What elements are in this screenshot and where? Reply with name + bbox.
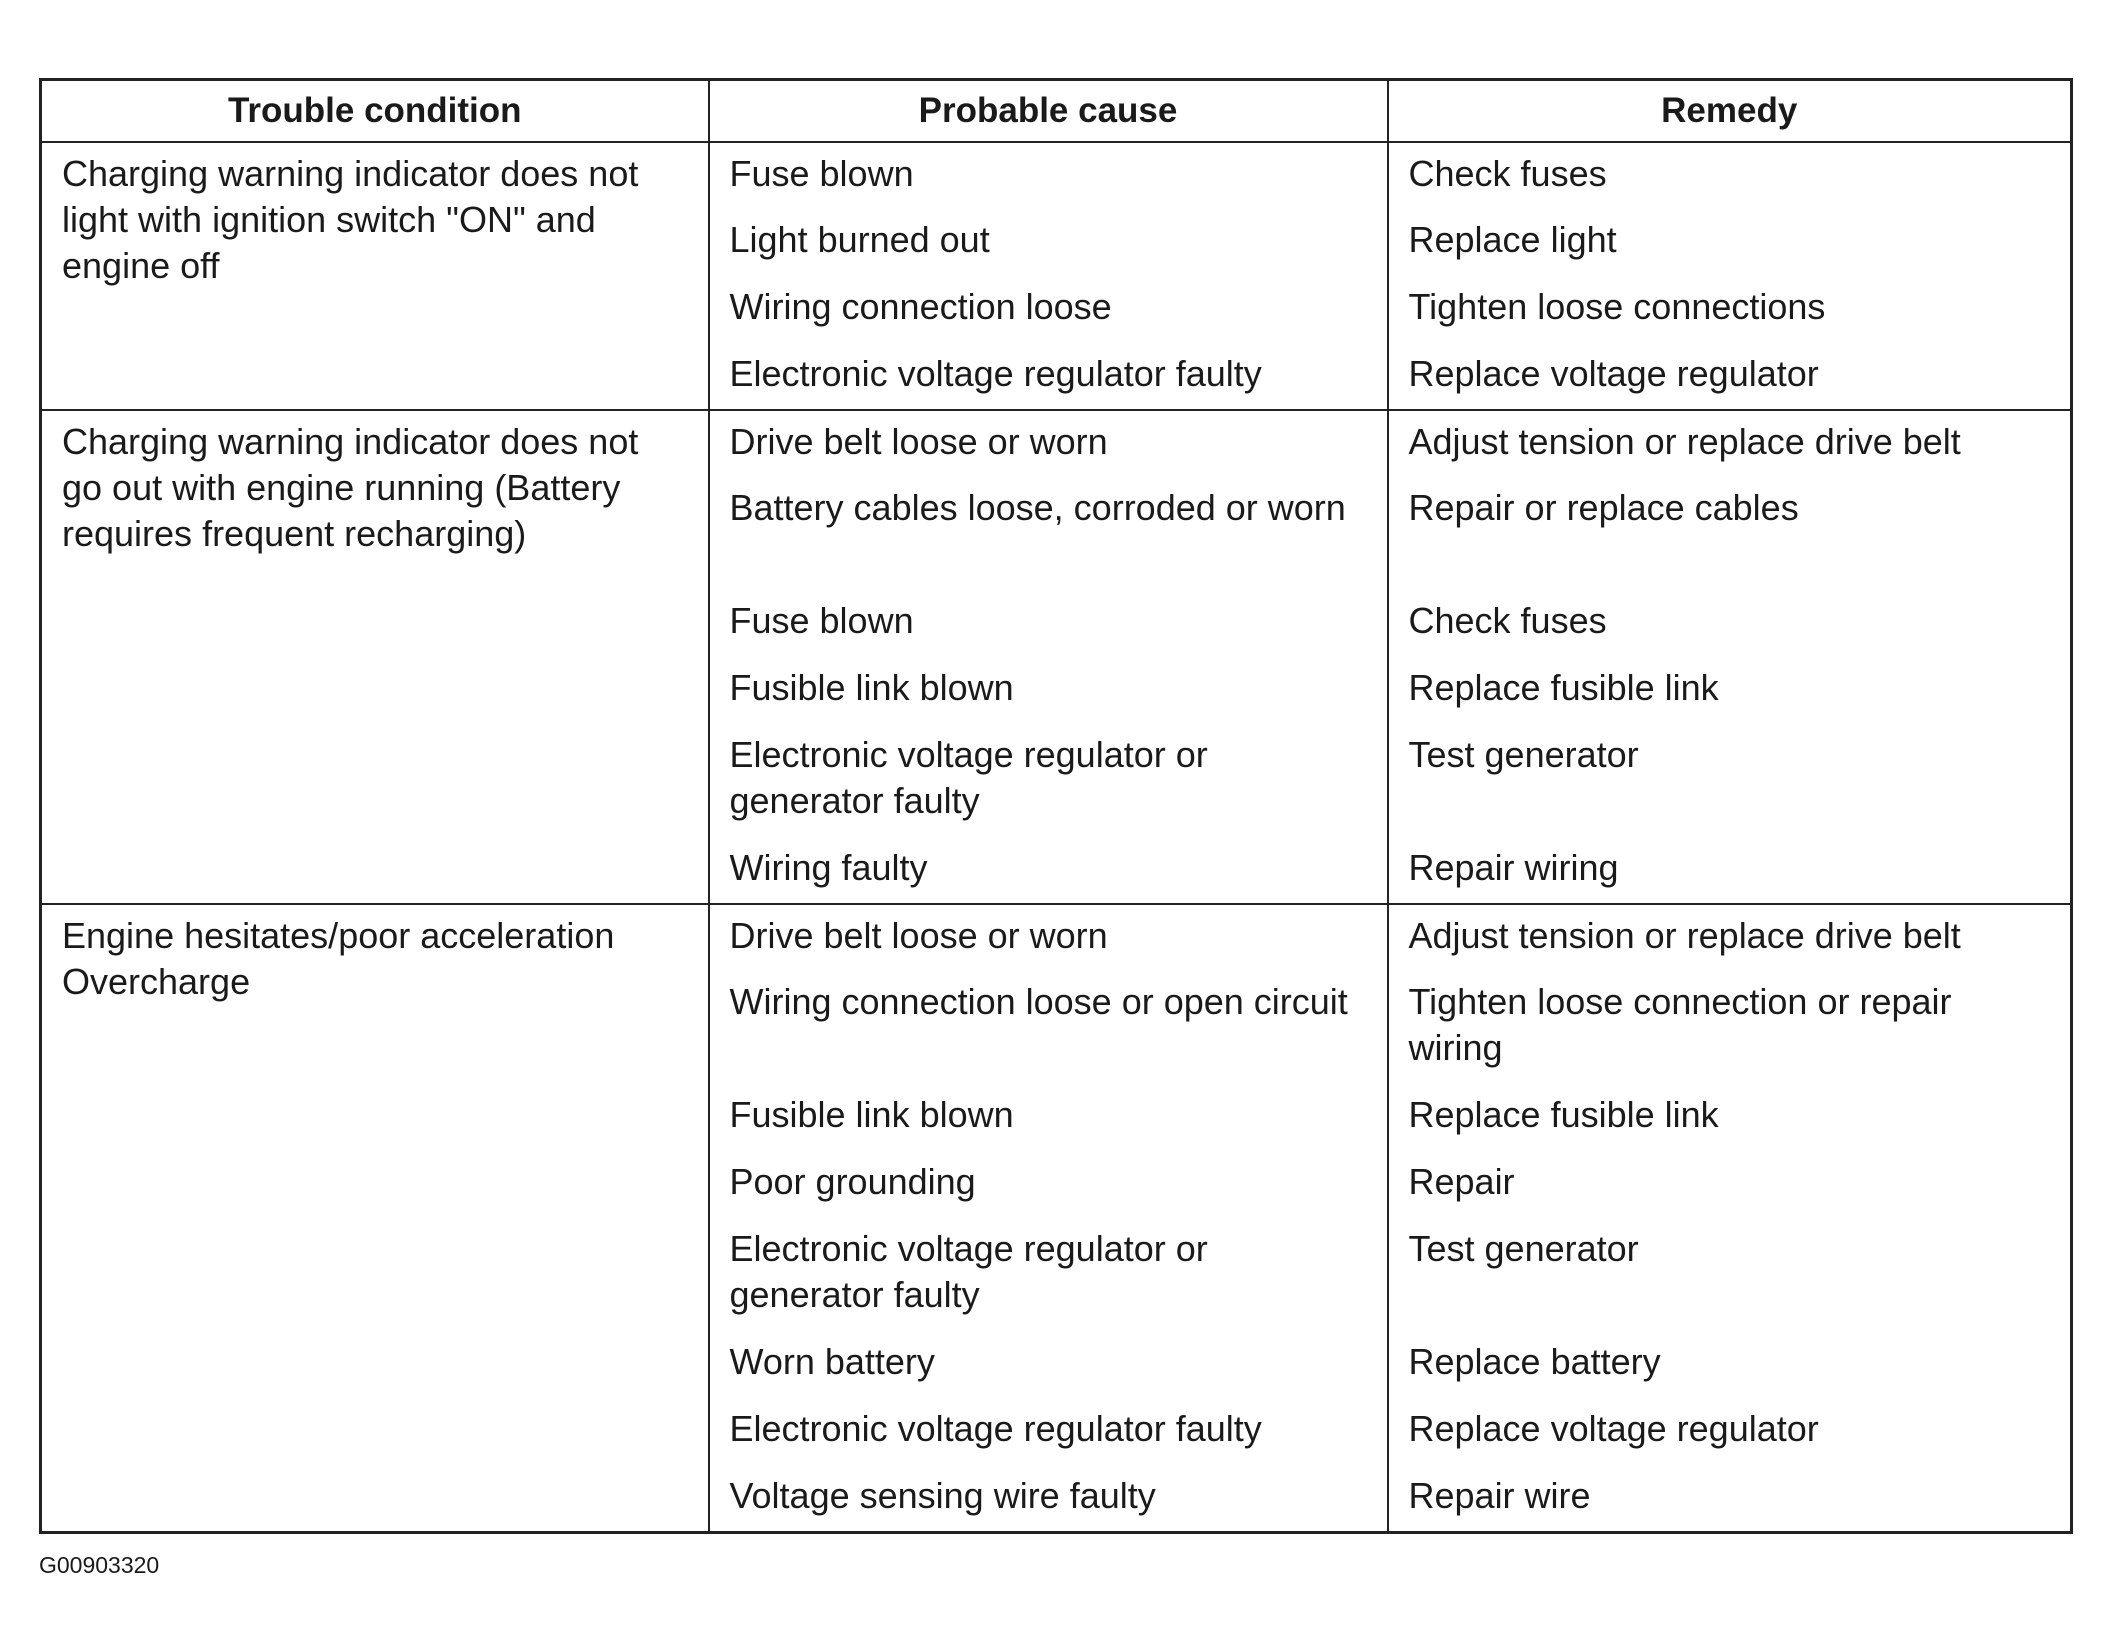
remedy-cell: Repair or replace cables: [1388, 477, 2072, 590]
figure-code: G00903320: [39, 1552, 160, 1578]
cause-cell: Battery cables loose, corroded or worn: [709, 477, 1388, 590]
remedy-cell: Adjust tension or replace drive belt: [1388, 410, 2072, 477]
remedy-cell: Repair wire: [1388, 1465, 2072, 1532]
remedy-cell: Replace battery: [1388, 1331, 2072, 1398]
remedy-cell: Replace fusible link: [1388, 1084, 2072, 1151]
remedy-cell: Replace voltage regulator: [1388, 343, 2072, 410]
cause-cell: Fuse blown: [709, 142, 1388, 209]
cause-cell: Electronic voltage regulator faulty: [709, 343, 1388, 410]
table-row: [41, 142, 2072, 209]
header-row: [41, 80, 2072, 143]
remedy-cell: Check fuses: [1388, 590, 2072, 657]
remedy-cell: Test generator: [1388, 1218, 2072, 1331]
header-probable-cause: Probable cause: [709, 80, 1388, 143]
cause-cell: Wiring connection loose or open circuit: [709, 971, 1388, 1084]
remedy-cell: Tighten loose connections: [1388, 276, 2072, 343]
remedy-cell: Check fuses: [1388, 142, 2072, 209]
trouble-condition-cell: Charging warning indicator does not go out with engine running (Battery requires frequent recharging): [41, 410, 709, 904]
cause-cell: Fusible link blown: [709, 657, 1388, 724]
cause-cell: Voltage sensing wire faulty: [709, 1465, 1388, 1532]
trouble-condition-cell: Charging warning indicator does not light with ignition switch "ON" and engine off: [41, 142, 709, 410]
cause-cell: Worn battery: [709, 1331, 1388, 1398]
cause-cell: Light burned out: [709, 209, 1388, 276]
cause-cell: Fuse blown: [709, 590, 1388, 657]
remedy-cell: Test generator: [1388, 724, 2072, 837]
cause-cell: Drive belt loose or worn: [709, 410, 1388, 477]
remedy-cell: Replace voltage regulator: [1388, 1398, 2072, 1465]
cause-cell: Wiring connection loose: [709, 276, 1388, 343]
troubleshooting-table: [39, 78, 2073, 1534]
cause-cell: Electronic voltage regulator faulty: [709, 1398, 1388, 1465]
header-trouble-condition: Trouble condition: [41, 80, 709, 143]
table-row: [41, 904, 2072, 971]
remedy-cell: Replace fusible link: [1388, 657, 2072, 724]
cause-cell: Fusible link blown: [709, 1084, 1388, 1151]
remedy-cell: Tighten loose connection or repair wiring: [1388, 971, 2072, 1084]
cause-cell: Drive belt loose or worn: [709, 904, 1388, 971]
remedy-cell: Repair wiring: [1388, 837, 2072, 904]
remedy-cell: Adjust tension or replace drive belt: [1388, 904, 2072, 971]
trouble-condition-cell: Engine hesitates/poor acceleration Overcharge: [41, 904, 709, 1532]
table-row: [41, 410, 2072, 477]
cause-cell: Electronic voltage regulator or generator faulty: [709, 724, 1388, 837]
header-remedy: Remedy: [1388, 80, 2072, 143]
cause-cell: Poor grounding: [709, 1151, 1388, 1218]
remedy-cell: Repair: [1388, 1151, 2072, 1218]
cause-cell: Wiring faulty: [709, 837, 1388, 904]
remedy-cell: Replace light: [1388, 209, 2072, 276]
cause-cell: Electronic voltage regulator or generator faulty: [709, 1218, 1388, 1331]
